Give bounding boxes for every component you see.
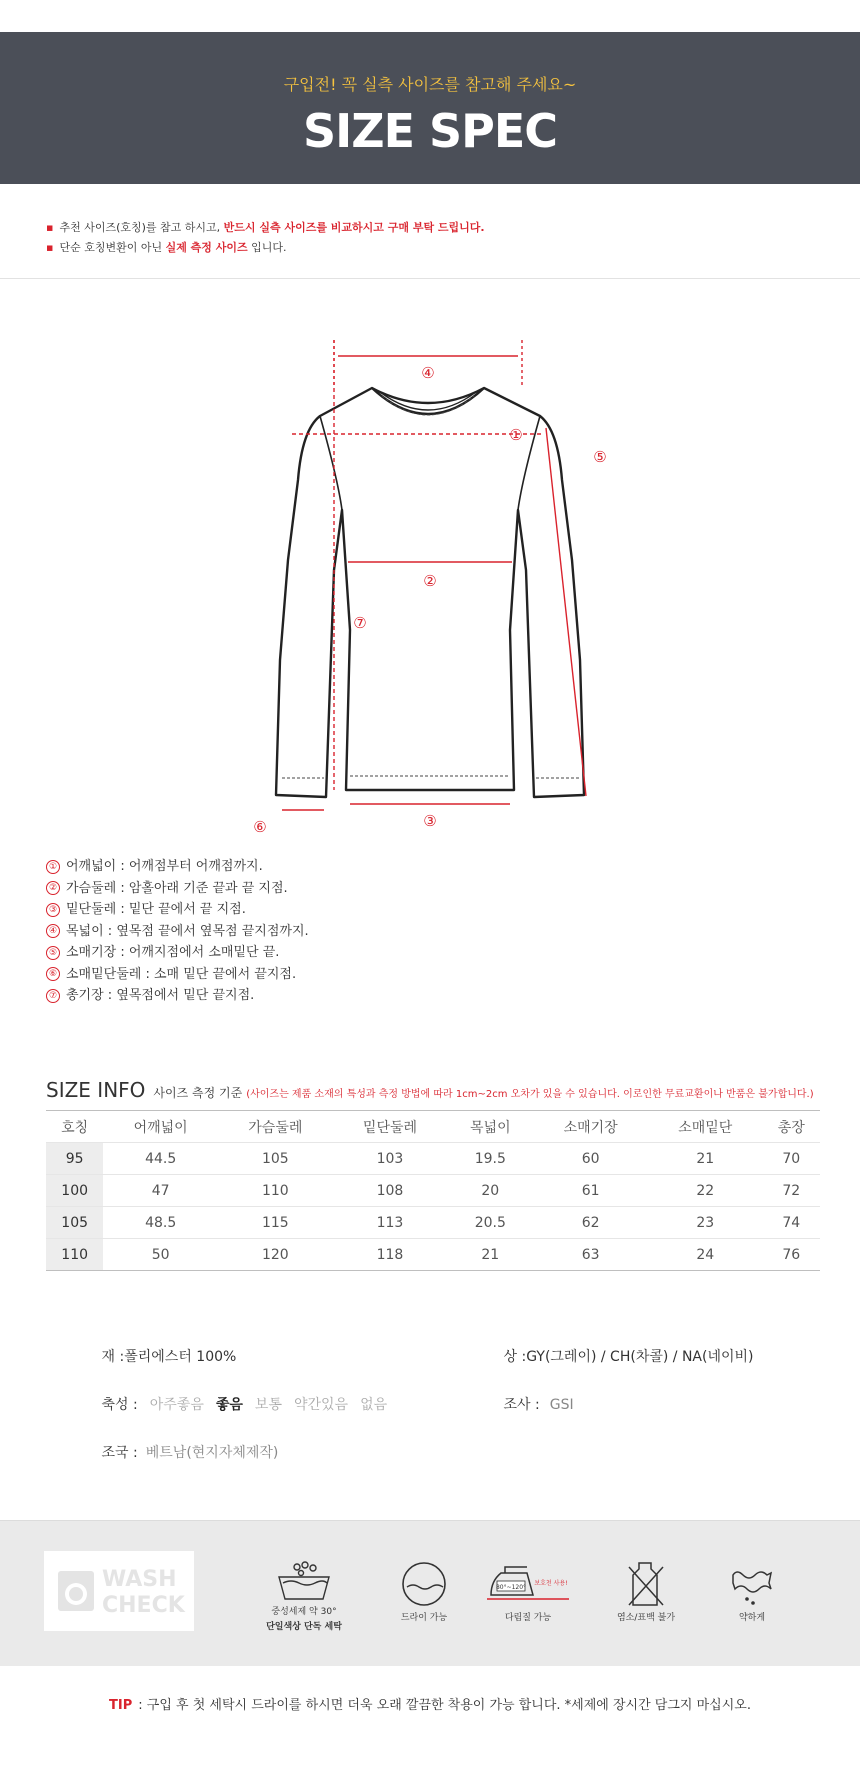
- table-cell: 48.5: [103, 1207, 218, 1239]
- spec-material: [88, 1346, 236, 1366]
- wash-caption: 다림질 가능: [504, 1613, 552, 1623]
- table-cell: 44.5: [103, 1143, 218, 1175]
- table-header-row: [46, 1111, 820, 1143]
- size-info-header: [46, 1078, 814, 1102]
- table-cell: 23: [648, 1207, 763, 1239]
- legend-number: ④: [46, 924, 60, 938]
- tip-line: [0, 1694, 860, 1713]
- legend-text: 소매밑단둘레 : 소매 밑단 끝에서 끝지점.: [66, 966, 297, 982]
- spec-maker: [490, 1394, 574, 1414]
- table-cell: 108: [333, 1175, 448, 1207]
- spec-stretch: [88, 1394, 387, 1414]
- legend-item: [46, 878, 309, 900]
- wash-caption: 약하게: [738, 1613, 766, 1623]
- legend-number: ②: [46, 881, 60, 895]
- wash-caption: 단일색상 단독 세탁: [266, 1622, 342, 1632]
- wash-caption: 염소/표백 불가: [616, 1613, 676, 1623]
- wash-item-dry-clean: [374, 1559, 474, 1624]
- size-cell: 105: [46, 1207, 103, 1239]
- note-emphasis: 반드시 실측 사이즈를 비교하시고 구매 부탁 드립니다.: [223, 221, 485, 234]
- legend-item: [46, 985, 309, 1007]
- table-cell: 24: [648, 1239, 763, 1271]
- size-info-title: SIZE INFO: [46, 1078, 146, 1102]
- table-row: [46, 1239, 820, 1271]
- spec-origin: [88, 1442, 278, 1462]
- size-cell: 95: [46, 1143, 103, 1175]
- wash-logo-text: WASH: [102, 1567, 177, 1592]
- marker-chest: ②: [423, 572, 437, 590]
- legend-number: ⑥: [46, 967, 60, 981]
- legend-item: [46, 899, 309, 921]
- column-header: 소매기장: [533, 1111, 648, 1143]
- table-cell: 113: [333, 1207, 448, 1239]
- dry-clean-icon: [399, 1559, 449, 1609]
- table-row: [46, 1207, 820, 1239]
- column-header: 호칭: [46, 1111, 103, 1143]
- legend-number: ①: [46, 860, 60, 874]
- wash-item-wring: [702, 1559, 802, 1624]
- iron-note: 보호천 사용!: [534, 1580, 568, 1587]
- spec-value: 베트남(현지자체제작): [145, 1445, 279, 1461]
- spec-value: GY(그레이) / CH(차콜) / NA(네이비): [526, 1349, 754, 1365]
- legend-text: 소매기장 : 어깨지점에서 소매밑단 끝.: [66, 945, 280, 960]
- hand-wash-icon: [269, 1559, 339, 1603]
- marker-length: ⑦: [353, 614, 367, 632]
- table-cell: 61: [533, 1175, 648, 1207]
- wash-item-iron: [478, 1559, 578, 1624]
- table-cell: 70: [763, 1143, 820, 1175]
- legend-text: 가슴둘레 : 암홀아래 기준 끝과 끝 지점.: [66, 880, 288, 896]
- tip-text: : 구입 후 첫 세탁시 드라이를 하시면 더욱 오래 깔끔한 착용이 가능 합니다. *세제에 장시간 담그지 마십시오.: [138, 1698, 751, 1713]
- wash-check-section: [0, 1520, 860, 1666]
- marker-sleeve-length: ⑤: [593, 448, 607, 466]
- legend-item: [46, 856, 309, 878]
- note-text: 단순 호칭변환이 아닌: [59, 241, 166, 254]
- header-subtitle: 구입전! 꼭 실측 사이즈를 참고해 주세요~: [283, 75, 577, 94]
- wash-item-hand-wash: [254, 1559, 354, 1633]
- table-cell: 76: [763, 1239, 820, 1271]
- table-cell: 20.5: [447, 1207, 533, 1239]
- note-text: 입니다.: [247, 241, 287, 254]
- size-cell: 100: [46, 1175, 103, 1207]
- table-cell: 21: [447, 1239, 533, 1271]
- spec-label: 색상 :: [490, 1346, 526, 1366]
- size-notes: [46, 218, 485, 258]
- garment-diagram: [220, 330, 640, 840]
- note-line: [46, 218, 485, 238]
- note-text: 추천 사이즈(호칭)를 참고 하시고,: [59, 221, 224, 234]
- table-cell: 62: [533, 1207, 648, 1239]
- divider: [0, 278, 860, 279]
- column-header: 총장: [763, 1111, 820, 1143]
- legend-item: [46, 942, 309, 964]
- iron-icon: [483, 1559, 573, 1609]
- washing-machine-icon: [56, 1569, 96, 1613]
- wash-caption: 드라이 가능: [400, 1613, 448, 1623]
- spec-label: 제조사 :: [490, 1394, 540, 1414]
- wash-check-logo: [44, 1551, 194, 1631]
- table-row: [46, 1175, 820, 1207]
- note-line: [46, 238, 485, 258]
- table-cell: 105: [218, 1143, 333, 1175]
- stretch-option: 아주좋음: [149, 1397, 204, 1413]
- marker-sleeve-hem: ⑥: [253, 818, 267, 836]
- table-cell: 47: [103, 1175, 218, 1207]
- stretch-option: 없음: [360, 1397, 388, 1413]
- column-header: 목넓이: [447, 1111, 533, 1143]
- legend-text: 목넓이 : 옆목점 끝에서 옆목점 끝지점까지.: [66, 923, 309, 939]
- stretch-options: [138, 1397, 387, 1413]
- wash-caption: 중성세제 약 30°: [271, 1607, 337, 1617]
- table-cell: 21: [648, 1143, 763, 1175]
- column-header: 소매밑단: [648, 1111, 763, 1143]
- table-cell: 20: [447, 1175, 533, 1207]
- legend-number: ③: [46, 903, 60, 917]
- stretch-option: 좋음: [215, 1397, 243, 1413]
- no-bleach-icon: [621, 1559, 671, 1609]
- table-cell: 60: [533, 1143, 648, 1175]
- table-cell: 22: [648, 1175, 763, 1207]
- legend-item: [46, 921, 309, 943]
- legend-text: 총기장 : 옆목점에서 밑단 끝지점.: [66, 988, 255, 1003]
- spec-value: GSI: [549, 1397, 574, 1413]
- legend-text: 어깨넓이 : 어깨점부터 어깨점까지.: [66, 859, 263, 874]
- wash-item-no-bleach: [596, 1559, 696, 1624]
- wash-logo-text: CHECK: [102, 1593, 185, 1618]
- legend-number: ⑤: [46, 946, 60, 960]
- tip-label: TIP: [109, 1698, 133, 1713]
- marker-hem: ③: [423, 812, 437, 830]
- table-cell: 110: [218, 1175, 333, 1207]
- column-header: 어깨넓이: [103, 1111, 218, 1143]
- table-cell: 50: [103, 1239, 218, 1271]
- spec-label: 소재 :: [88, 1346, 124, 1366]
- legend-number: ⑦: [46, 989, 60, 1003]
- iron-temp: 80°~120°: [495, 1584, 527, 1591]
- size-info-subtitle: 사이즈 측정 기준: [153, 1086, 243, 1100]
- wring-gently-icon: [727, 1559, 777, 1609]
- marker-shoulder: ①: [509, 426, 523, 444]
- spec-label: 제조국 :: [88, 1442, 138, 1462]
- long-sleeve-tee-icon: [220, 330, 640, 840]
- measurement-legend: [46, 856, 309, 1007]
- header-banner: [0, 32, 860, 184]
- legend-text: 밑단둘레 : 밑단 끝에서 끝 지점.: [66, 902, 246, 917]
- page-title: SIZE SPEC: [302, 104, 558, 158]
- marker-neck: ④: [421, 364, 435, 382]
- table-cell: 74: [763, 1207, 820, 1239]
- legend-item: [46, 964, 309, 986]
- table-cell: 115: [218, 1207, 333, 1239]
- stretch-option: 보통: [254, 1397, 282, 1413]
- size-info-note: (사이즈는 제품 소재의 특성과 측정 방법에 따라 1cm~2cm 오차가 있을 수 있습니다. 이로인한 무료교환이나 반품은 불가합니다.): [246, 1089, 814, 1100]
- column-header: 가슴둘레: [218, 1111, 333, 1143]
- table-cell: 118: [333, 1239, 448, 1271]
- table-cell: 63: [533, 1239, 648, 1271]
- table-row: [46, 1143, 820, 1175]
- spec-color: [490, 1346, 754, 1366]
- size-table: [46, 1110, 820, 1271]
- table-cell: 19.5: [447, 1143, 533, 1175]
- stretch-option: 약간있음: [293, 1397, 349, 1413]
- spec-value: 폴리에스터 100%: [124, 1349, 237, 1365]
- bullet-icon: ▪: [46, 241, 54, 254]
- table-cell: 103: [333, 1143, 448, 1175]
- table-cell: 72: [763, 1175, 820, 1207]
- column-header: 밑단둘레: [333, 1111, 448, 1143]
- spec-label: 신축성 :: [88, 1394, 138, 1414]
- note-emphasis: 실제 측정 사이즈: [165, 241, 248, 254]
- table-cell: 120: [218, 1239, 333, 1271]
- bullet-icon: ▪: [46, 221, 54, 234]
- size-cell: 110: [46, 1239, 103, 1271]
